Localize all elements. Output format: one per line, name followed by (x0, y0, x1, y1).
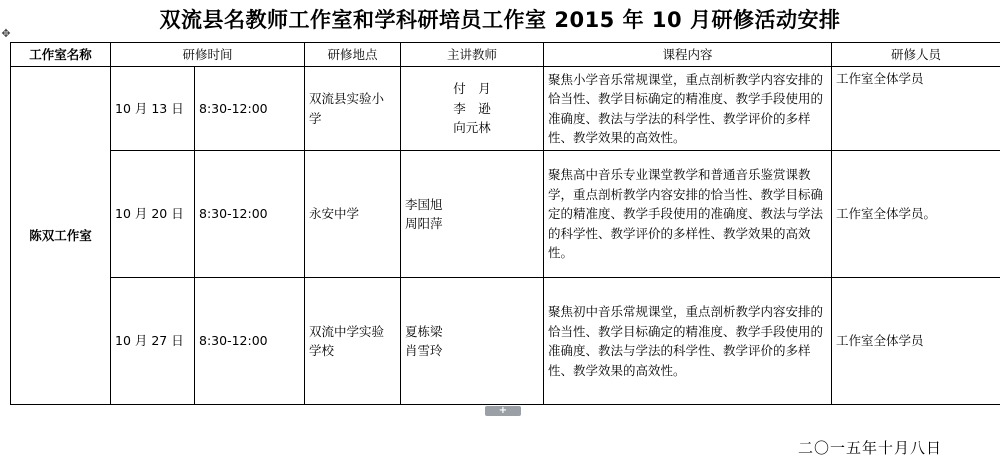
content-cell: 聚焦小学音乐常规课堂，重点剖析教学内容安排的恰当性、教学目标确定的精准度、教学手段使用的准确度、教法与学法的科学性、教学评价的多样性、教学效果的高效性。 (544, 67, 832, 151)
schedule-table (10, 42, 1000, 405)
content-cell: 聚焦初中音乐常规课堂，重点剖析教学内容安排的恰当性、教学目标确定的精准度、教学手段使用的准确度、教法与学法的科学性、教学评价的多样性、教学效果的高效性。 (544, 278, 832, 405)
place-cell: 双流县实验小学 (305, 67, 401, 151)
teacher-name: 向元林 (453, 120, 491, 136)
move-arrows-icon[interactable]: ✥ (1, 27, 11, 40)
teacher-name: 付 月 (453, 81, 491, 97)
date-cell: 10 月 20 日 (111, 151, 195, 278)
date-cell: 10 月 27 日 (111, 278, 195, 405)
header-content: 课程内容 (544, 43, 832, 67)
teacher-name: 李 逊 (453, 100, 491, 116)
header-place: 研修地点 (305, 43, 401, 67)
header-office: 工作室名称 (11, 43, 111, 67)
teachers-cell (401, 278, 544, 405)
teachers-cell (401, 67, 544, 151)
people-cell: 工作室全体学员。 (832, 151, 1000, 278)
people-cell: 工作室全体学员 (832, 67, 1000, 151)
date-cell: 10 月 13 日 (111, 67, 195, 151)
table-row (11, 151, 1000, 278)
header-row (11, 43, 1000, 67)
time-cell: 8:30-12:00 (195, 151, 305, 278)
content-cell: 聚焦高中音乐专业课堂教学和普通音乐鉴赏课教学，重点剖析教学内容安排的恰当性、教学目标确定的精准度、教学手段使用的准确度、教法与学法的科学性、教学评价的多样性、教学效果的高效性。 (544, 151, 832, 278)
teachers-cell (401, 151, 544, 278)
header-people: 研修人员 (832, 43, 1000, 67)
place-cell: 双流中学实验学校 (305, 278, 401, 405)
office-name-cell: 陈双工作室 (11, 67, 111, 405)
add-row-button[interactable] (485, 406, 521, 416)
table-row (11, 278, 1000, 405)
header-time: 研修时间 (111, 43, 305, 67)
teacher-name: 李国旭 (405, 196, 443, 212)
time-cell: 8:30-12:00 (195, 278, 305, 405)
table-row (11, 67, 1000, 151)
teacher-name: 肖雪玲 (405, 343, 443, 358)
time-cell: 8:30-12:00 (195, 67, 305, 151)
teacher-name: 周阳萍 (405, 216, 443, 231)
place-cell: 永安中学 (305, 151, 401, 278)
people-cell: 工作室全体学员 (832, 278, 1000, 405)
page-title: 双流县名教师工作室和学科研培员工作室 2015 年 10 月研修活动安排 (159, 8, 841, 32)
teacher-name: 夏栋梁 (405, 323, 443, 339)
document-date: 二〇一五年十月八日 (797, 439, 942, 457)
header-teachers: 主讲教师 (401, 43, 544, 67)
plus-icon: + (498, 405, 508, 416)
